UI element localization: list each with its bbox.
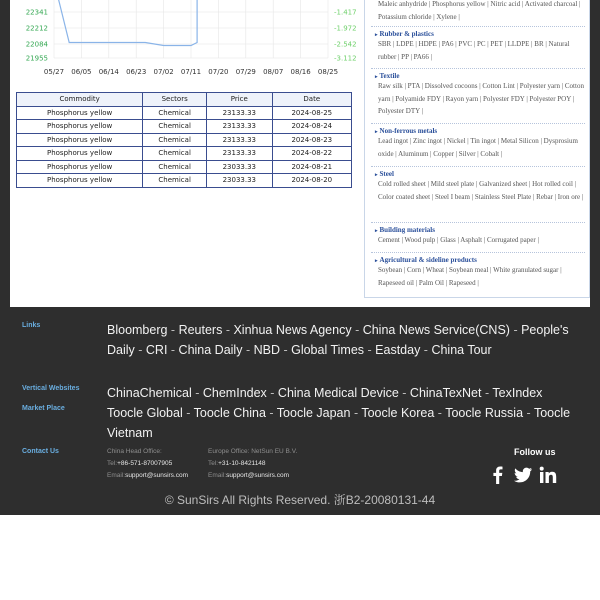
table-cell-price: 23033.33 [207, 160, 273, 174]
footer-link[interactable]: Toocle Global [107, 406, 183, 420]
table-row [17, 147, 352, 161]
link-separator: - [351, 323, 363, 337]
link-separator: - [481, 386, 493, 400]
footer-link[interactable]: Eastday [375, 343, 421, 357]
divider [371, 26, 585, 27]
table-cell-commodity[interactable]: Phosphorus yellow [17, 120, 143, 134]
divider [371, 222, 585, 223]
category-items[interactable]: Cement | Wood pulp | Glass | Asphalt | Corrugated paper | [378, 236, 539, 244]
footer-link[interactable]: Xinhua News Agency [233, 323, 352, 337]
divider [371, 123, 585, 124]
footer-market-place-list [107, 403, 577, 443]
china-head-office [107, 446, 188, 482]
category-rubber-plastics [375, 30, 585, 63]
footer-link[interactable]: China News Service(CNS) [362, 323, 510, 337]
category-non-ferrous-metals [375, 127, 585, 160]
chart-y-axis-right [334, 9, 357, 63]
bullet-arrow-icon: ▸ [375, 173, 378, 178]
category-items[interactable]: Lead ingot | Zinc ingot | Nickel | Tin ingot | Metal Silicon | Dysprosium oxide | Aluminum | Copper | Silver | Cobalt | [378, 137, 578, 158]
footer-link[interactable]: TexIndex [492, 386, 543, 400]
linkedin-icon[interactable] [538, 465, 558, 485]
footer-link[interactable]: China Daily [178, 343, 243, 357]
link-separator: - [265, 406, 277, 420]
category-building-materials [375, 226, 585, 247]
table-cell-price: 23133.33 [207, 147, 273, 161]
x-tick-label: 07/29 [235, 68, 256, 76]
y-tick-label-right: -2.542 [334, 40, 357, 49]
twitter-icon[interactable] [513, 465, 533, 485]
column-header-sectors: Sectors [143, 93, 207, 107]
office-title: Europe Office: NetSun EU B.V. [208, 448, 298, 455]
table-cell-commodity[interactable]: Phosphorus yellow [17, 147, 143, 161]
category-items[interactable]: Cold rolled sheet | Mild steel plate | Galvanized sheet | Hot rolled coil | Color coated sheet | Steel I beam | Stainless Steel Plate | Rebar | Iron ore | [378, 180, 584, 201]
table-cell-sector: Chemical [143, 106, 207, 120]
table-cell-sector: Chemical [143, 120, 207, 134]
table-cell-date: 2024-08-23 [272, 133, 351, 147]
x-tick-label: 08/07 [263, 68, 284, 76]
link-separator: - [509, 323, 522, 337]
link-separator: - [167, 323, 179, 337]
office-title: China Head Office: [107, 448, 162, 455]
table-cell-sector: Chemical [143, 174, 207, 188]
footer-contact-label: Contact Us [22, 448, 59, 455]
email-link[interactable]: support@sunsirs.com [125, 472, 189, 479]
divider [371, 166, 585, 167]
x-tick-label: 08/16 [290, 68, 311, 76]
table-row [17, 174, 352, 188]
y-tick-label-left: 22212 [25, 24, 48, 33]
x-tick-label: 08/25 [317, 68, 339, 76]
x-tick-label: 05/27 [43, 68, 65, 76]
office-tel: Tel:+31-10-8421148 [208, 460, 266, 467]
table-cell-sector: Chemical [143, 133, 207, 147]
footer-link[interactable]: Global Times [291, 343, 365, 357]
office-tel: Tel:+86-571-87007905 [107, 460, 173, 467]
table-header-row [17, 93, 352, 107]
category-items[interactable]: Maleic anhydride | Phosphorus yellow | Nitric acid | Activated charcoal | Potassium chloride | Xylene | [378, 0, 581, 21]
footer-links-label: Links [22, 322, 41, 329]
link-separator: - [364, 343, 376, 357]
x-tick-label: 06/14 [98, 68, 119, 76]
footer-link[interactable]: Toocle Japan [276, 406, 351, 420]
footer-link[interactable]: CRI [145, 343, 168, 357]
x-tick-label: 07/11 [180, 68, 202, 76]
chart-series [54, 0, 197, 46]
link-separator: - [279, 343, 292, 357]
divider [371, 68, 585, 69]
x-tick-label: 07/02 [153, 68, 174, 76]
table-row [17, 160, 352, 174]
copyright-text: © SunSirs All Rights Reserved. 浙B2-20080131-44 [164, 493, 436, 507]
category-title[interactable]: ▸ Agricultural & sideline products [375, 256, 477, 264]
category-title[interactable]: ▸ Steel [375, 170, 394, 178]
category-items[interactable]: Soybean | Corn | Wheat | Soybean meal | White granulated sugar | Rapeseed oil | Palm Oil | Rapeseed | [378, 266, 562, 287]
footer-link[interactable]: Reuters [178, 323, 223, 337]
link-separator: - [266, 386, 278, 400]
x-tick-label: 07/20 [208, 68, 229, 76]
series-line [54, 0, 197, 46]
footer-link[interactable]: ChemIndex [202, 386, 267, 400]
footer-link[interactable]: China Medical Device [277, 386, 399, 400]
table-cell-commodity[interactable]: Phosphorus yellow [17, 174, 143, 188]
link-separator: - [191, 386, 203, 400]
category-items[interactable]: Raw silk | PTA | Dissolved cocoons | Cotton Lint | Polyester yarn | Cotton yarn | Polyamide FDY | Rayon yarn | Polyester FDY | Polyester POY | Polyester DTY | [378, 82, 584, 115]
category-items[interactable]: SBR | LDPE | HDPE | PA6 | PVC | PC | PET | LLDPE | BR | Natural rubber | PP | PA66 | [378, 40, 570, 61]
chart-y-axis-left [26, 9, 49, 63]
bullet-arrow-icon: ▸ [375, 259, 378, 264]
footer-link[interactable]: Bloomberg [107, 323, 168, 337]
link-separator: - [167, 343, 179, 357]
link-separator: - [182, 406, 194, 420]
footer-link[interactable]: NBD [253, 343, 280, 357]
table-cell-date: 2024-08-24 [272, 120, 351, 134]
y-tick-label-left: 21955 [25, 54, 48, 63]
table-row [17, 133, 352, 147]
europe-office [208, 446, 297, 482]
table-cell-price: 23133.33 [207, 133, 273, 147]
chart-x-axis [44, 68, 338, 76]
y-tick-label-right: -1.972 [334, 24, 357, 33]
table-cell-price: 23133.33 [207, 106, 273, 120]
footer-link[interactable]: Toocle Vietnam [107, 406, 571, 440]
table-cell-sector: Chemical [143, 160, 207, 174]
table-row [17, 120, 352, 134]
category-title[interactable]: ▸ Textile [375, 72, 400, 80]
bullet-arrow-icon: ▸ [375, 75, 378, 80]
footer-link[interactable]: People's Daily [107, 323, 569, 357]
footer-link[interactable]: China Tour [431, 343, 492, 357]
bullet-arrow-icon: ▸ [375, 130, 378, 135]
column-header-price: Price [207, 93, 273, 107]
table-row [17, 106, 352, 120]
table-cell-date: 2024-08-22 [272, 147, 351, 161]
link-separator: - [242, 343, 254, 357]
divider [371, 252, 585, 253]
price-trend-chart [10, 0, 360, 82]
table-cell-price: 23133.33 [207, 120, 273, 134]
footer-vertical-websites-list [107, 383, 577, 403]
y-tick-label-right: -3.112 [334, 54, 357, 63]
table-cell-sector: Chemical [143, 147, 207, 161]
bullet-arrow-icon: ▸ [375, 33, 378, 38]
link-separator: - [350, 406, 362, 420]
table-cell-commodity[interactable]: Phosphorus yellow [17, 106, 143, 120]
main-content [10, 0, 590, 307]
footer-link[interactable]: Toocle Korea [361, 406, 435, 420]
link-separator: - [222, 323, 234, 337]
office-email: Email:support@sunsirs.com [208, 472, 290, 479]
x-tick-label: 06/05 [71, 68, 92, 76]
column-header-commodity: Commodity [17, 93, 143, 107]
y-tick-label-left: 22341 [25, 8, 48, 17]
table-cell-date: 2024-08-20 [272, 174, 351, 188]
category-steel [375, 170, 585, 203]
table-cell-commodity[interactable]: Phosphorus yellow [17, 160, 143, 174]
price-table [16, 92, 352, 188]
link-separator: - [420, 343, 432, 357]
footer-vertical-websites-label: Vertical Websites [22, 385, 80, 392]
x-tick-label: 06/23 [126, 68, 147, 76]
table-body [17, 106, 352, 187]
category-agricultural [375, 256, 585, 289]
table-cell-date: 2024-08-21 [272, 160, 351, 174]
footer-links-list [107, 320, 577, 360]
category-textile [375, 72, 585, 118]
facebook-icon[interactable] [488, 465, 508, 485]
commodity-category-panel [364, 0, 590, 298]
link-separator: - [134, 343, 146, 357]
link-separator: - [434, 406, 446, 420]
category-title[interactable]: ▸ Non-ferrous metals [375, 127, 438, 135]
email-link[interactable]: support@sunsirs.com [226, 472, 290, 479]
footer-market-place-label: Market Place [22, 405, 65, 412]
footer-link[interactable]: Toocle China [193, 406, 266, 420]
column-header-date: Date [272, 93, 351, 107]
table-cell-commodity[interactable]: Phosphorus yellow [17, 133, 143, 147]
category-title[interactable]: ▸ Rubber & plastics [375, 30, 434, 38]
footer-link[interactable]: Toocle Russia [445, 406, 524, 420]
y-tick-label-left: 22084 [25, 40, 48, 49]
footer-link[interactable]: ChinaTexNet [409, 386, 482, 400]
bullet-arrow-icon: ▸ [375, 229, 378, 234]
link-separator: - [523, 406, 534, 420]
category-chemical-tail [375, 0, 585, 23]
chart-grid [54, 0, 328, 58]
link-separator: - [398, 386, 410, 400]
office-email: Email:support@sunsirs.com [107, 472, 189, 479]
follow-us-label: Follow us [514, 447, 556, 457]
table-cell-price: 23033.33 [207, 174, 273, 188]
y-tick-label-right: -1.417 [334, 8, 357, 17]
category-title[interactable]: ▸ Building materials [375, 226, 435, 234]
footer-link[interactable]: ChinaChemical [107, 386, 192, 400]
table-cell-date: 2024-08-25 [272, 106, 351, 120]
